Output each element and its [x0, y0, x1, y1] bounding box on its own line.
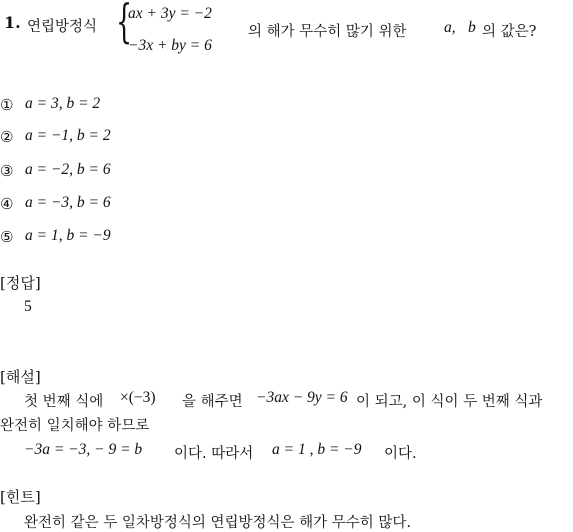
choice-4: a = −3, b = 6 — [25, 194, 111, 211]
explanation-line3d: 이다. — [384, 446, 417, 462]
explanation-line1b: ×(−3) — [120, 389, 156, 406]
hint-heading: [힌트] — [0, 488, 41, 506]
explanation-line3a: −3a = −3, − 9 = b — [24, 441, 143, 458]
problem-tail-2: 의 값은? — [482, 24, 537, 40]
brace: { — [116, 0, 133, 48]
equation-2: −3x + by = 6 — [128, 37, 212, 54]
choice-marker-1: ① — [0, 96, 14, 114]
choice-3: a = −2, b = 6 — [25, 161, 111, 178]
problem-number: 1. — [4, 13, 21, 32]
answer-value: 5 — [24, 298, 32, 315]
explanation-line1e: 이 되고, 이 식이 두 번째 식과 — [356, 394, 543, 410]
choice-marker-4: ④ — [0, 195, 14, 213]
choice-1: a = 3, b = 2 — [25, 95, 101, 112]
answer-heading: [정답] — [0, 274, 41, 292]
var-b: b — [468, 19, 476, 36]
explanation-line1a: 첫 번째 식에 — [24, 394, 104, 410]
hint-text: 완전히 같은 두 일차방정식의 연립방정식은 해가 무수히 많다. — [24, 515, 412, 531]
choice-marker-5: ⑤ — [0, 228, 14, 246]
explanation-line3b: 이다. 따라서 — [174, 446, 254, 462]
explanation-line2: 완전히 일치해야 하므로 — [0, 418, 150, 434]
choice-marker-3: ③ — [0, 162, 14, 180]
explanation-line3c: a = 1 , b = −9 — [272, 441, 362, 458]
explanation-heading: [해설] — [0, 368, 41, 386]
var-a: a, — [444, 19, 456, 36]
choice-5: a = 1, b = −9 — [25, 227, 111, 244]
equation-1: ax + 3y = −2 — [128, 5, 212, 22]
problem-tail: 의 해가 무수히 많기 위한 — [248, 24, 407, 40]
explanation-line1c: 을 해주면 — [182, 394, 243, 410]
problem-lead: 연립방정식 — [27, 19, 98, 35]
explanation-line1d: −3ax − 9y = 6 — [256, 389, 348, 406]
choice-2: a = −1, b = 2 — [25, 127, 111, 144]
choice-marker-2: ② — [0, 128, 14, 146]
